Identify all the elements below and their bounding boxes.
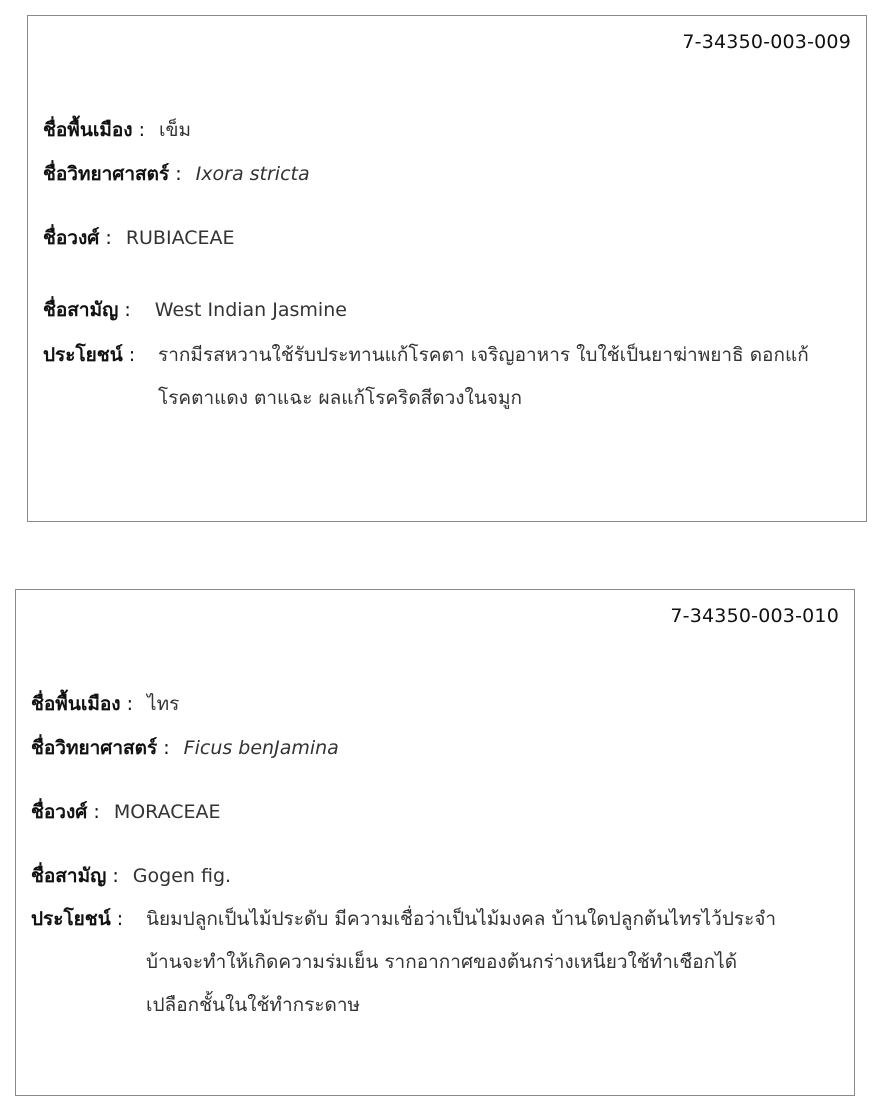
common-name-value: West Indian Jasmine bbox=[154, 299, 347, 321]
uses-row bbox=[31, 898, 844, 1027]
family-row bbox=[31, 799, 839, 825]
colon: : bbox=[128, 344, 136, 366]
uses-row bbox=[43, 334, 856, 420]
specimen-code: 7-34350-003-010 bbox=[670, 605, 839, 627]
uses-value: นิยมปลูกเป็นไม้ประดับ มีความเชื่อว่าเป็นไม้มงคล บ้านใดปลูกต้นไทรไว้ประจำ บ้านจะทำให้เกิดความร่มเย็น รากอากาศของต้นกร่างเหนียวใช้ทำเชือกได้ เปลือกชั้นในใช้ทำกระดาษ bbox=[146, 908, 777, 1016]
uses-label-group bbox=[43, 334, 143, 377]
local-name-label: ชื่อพื้นเมือง bbox=[31, 693, 121, 715]
colon: : bbox=[163, 737, 170, 759]
scientific-name-label: ชื่อวิทยาศาสตร์ bbox=[43, 163, 170, 185]
specimen-card-2 bbox=[15, 589, 855, 1096]
common-name-row bbox=[43, 297, 851, 323]
common-name-label: ชื่อสามัญ bbox=[31, 865, 107, 887]
colon: : bbox=[105, 227, 112, 249]
family-row bbox=[43, 225, 851, 251]
uses-label-group bbox=[31, 898, 131, 941]
local-name-row bbox=[31, 691, 839, 717]
family-value: RUBIACEAE bbox=[125, 227, 235, 249]
scientific-name-row bbox=[31, 735, 839, 761]
uses-value: รากมีรสหวานใช้รับประทานแก้โรคตา เจริญอาหาร ใบใช้เป็นยาฆ่าพยาธิ ดอกแก้ โรคตาแดง ตาแฉะ ผลแก้โรคริดสีดวงในจมูก bbox=[158, 344, 809, 409]
colon: : bbox=[126, 693, 133, 715]
family-label: ชื่อวงศ์ bbox=[43, 227, 100, 249]
colon: : bbox=[175, 163, 182, 185]
common-name-row bbox=[31, 863, 839, 889]
local-name-row bbox=[43, 117, 851, 143]
uses-label: ประโยชน์ bbox=[43, 344, 123, 366]
common-name-label: ชื่อสามัญ bbox=[43, 299, 119, 321]
family-label: ชื่อวงศ์ bbox=[31, 801, 88, 823]
common-name-value: Gogen fig. bbox=[132, 865, 232, 887]
scientific-name-row bbox=[43, 161, 851, 187]
scientific-name-value: Ixora stricta bbox=[195, 163, 310, 185]
family-value: MORACEAE bbox=[113, 801, 221, 823]
colon: : bbox=[116, 908, 124, 930]
colon: : bbox=[138, 119, 145, 141]
local-name-label: ชื่อพื้นเมือง bbox=[43, 119, 133, 141]
scientific-name-label: ชื่อวิทยาศาสตร์ bbox=[31, 737, 158, 759]
specimen-code: 7-34350-003-009 bbox=[682, 31, 851, 53]
colon: : bbox=[124, 299, 131, 321]
specimen-card-1 bbox=[27, 15, 867, 522]
colon: : bbox=[112, 865, 119, 887]
local-name-value: เข็ม bbox=[159, 119, 192, 141]
colon: : bbox=[93, 801, 100, 823]
local-name-value: ไทร bbox=[147, 693, 180, 715]
uses-label: ประโยชน์ bbox=[31, 908, 111, 930]
scientific-name-value: Ficus benJamina bbox=[183, 737, 339, 759]
